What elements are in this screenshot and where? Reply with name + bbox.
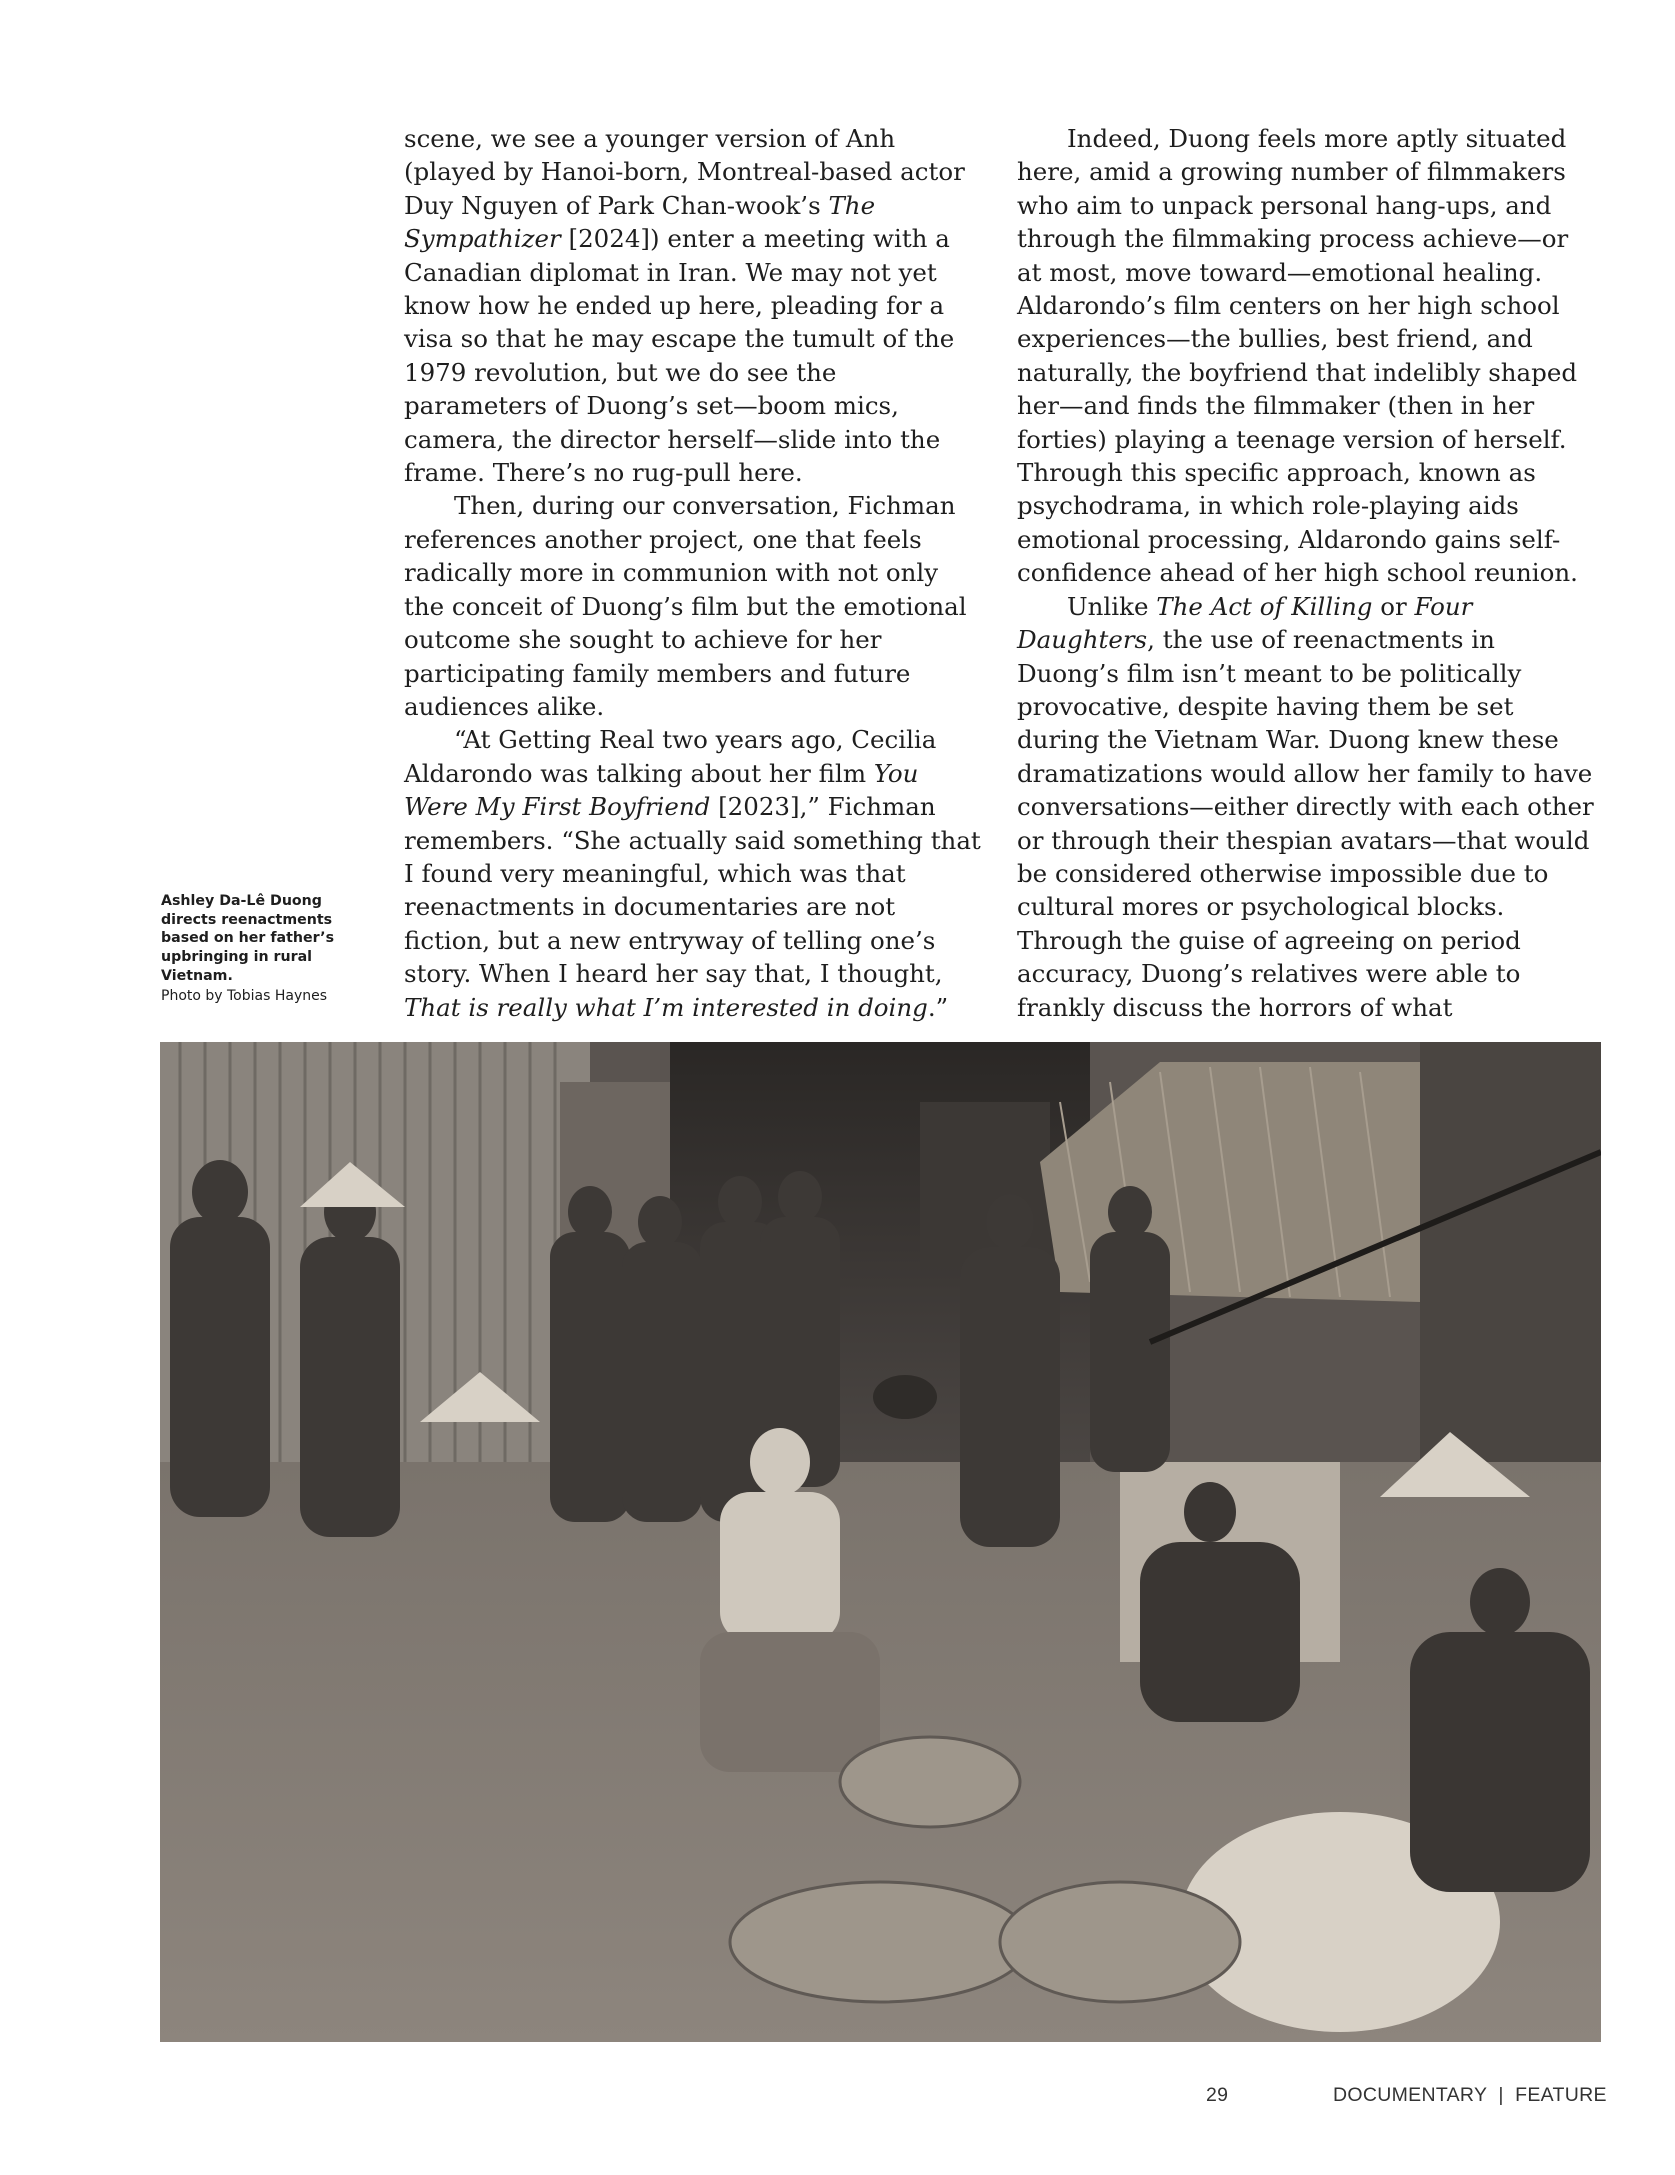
paragraph: [404, 489, 984, 723]
paragraph: [1017, 590, 1597, 1024]
text-run: scene, we see a younger version of Anh (played by Hanoi-born, Montreal-based actor Duy Nguyen of Park Chan-wook’s: [404, 124, 965, 220]
article-column-left: [404, 122, 984, 1024]
italic-title: That is really what I’m interested in doing: [404, 992, 928, 1022]
article-column-right: [1017, 122, 1597, 1024]
italic-title: The Act of Killing: [1156, 591, 1373, 621]
text-run: , the use of reenactments in Duong’s film isn’t meant to be politically provocative, despite having them be set during the Vietnam War. Duong knew these dramatizations would allow her family to have conversations—either directly with each other or through their thespian avatars—that would be considered otherwise impossible due to cultural mores or psychological blocks. Through the guise of agreeing on period accuracy, Duong’s relatives were able to frankly discuss the horrors of what: [1017, 625, 1594, 1022]
page-number: 29: [1206, 2084, 1229, 2106]
feature-photo: [160, 1042, 1601, 2042]
text-run: or: [1372, 591, 1415, 621]
text-run: “At Getting Real two years ago, Cecilia Aldarondo was talking about her film: [404, 725, 937, 788]
photo-credit: Photo by Tobias Haynes: [161, 987, 328, 1004]
caption-text: Ashley Da-Lê Duong directs reenactments based on her father’s upbringing in rural Vietnam.: [161, 893, 335, 984]
text-run: Then, during our conversation, Fichman references another project, one that feels radically more in communion with not only the conceit of Duong’s film but the emotional outcome she sought to achieve for her participating family members and future audiences alike.: [404, 491, 967, 721]
text-run: .”: [927, 992, 949, 1022]
text-run: [2023],” Fichman remembers. “She actually said something that I found very meaningful, which was that reenactments in documentaries are not fiction, but a new entryway of telling one’s story. When I heard her say that, I thought,: [404, 792, 981, 989]
photo-caption: [161, 892, 375, 1006]
section-label-text: DOCUMENTARY | FEATURE: [1333, 2084, 1607, 2106]
italic-title: The Sympathizer: [404, 190, 876, 254]
paragraph: [404, 122, 984, 489]
text-run: Unlike: [1067, 591, 1157, 621]
section-label: [1333, 2084, 1607, 2107]
paragraph: [404, 723, 984, 1024]
italic-title: Four Daughters: [1017, 591, 1473, 655]
paragraph: [1017, 122, 1597, 590]
text-run: Indeed, Duong feels more aptly situated here, amid a growing number of filmmakers who aim to unpack personal hang-ups, and through the filmmaking process achieve—or at most, move toward—emotional healing. Aldarondo’s film centers on her high school experiences—the bullies, best friend, and naturally, the boyfriend that indelibly shaped her—and finds the filmmaker (then in her forties) playing a teenage version of herself. Through this specific approach, known as psychodrama, in which role-playing aids emotional processing, Aldarondo gains self-confidence ahead of her high school reunion.: [1017, 124, 1578, 588]
italic-title: You Were My First Boyfriend: [404, 758, 919, 822]
text-run: [2024]) enter a meeting with a Canadian diplomat in Iran. We may not yet know how he ended up here, pleading for a visa so that he may escape the tumult of the 1979 revolution, but we do see the parameters of Duong’s set—boom mics, camera, the director herself—slide into the frame. There’s no rug-pull here.: [404, 224, 955, 488]
